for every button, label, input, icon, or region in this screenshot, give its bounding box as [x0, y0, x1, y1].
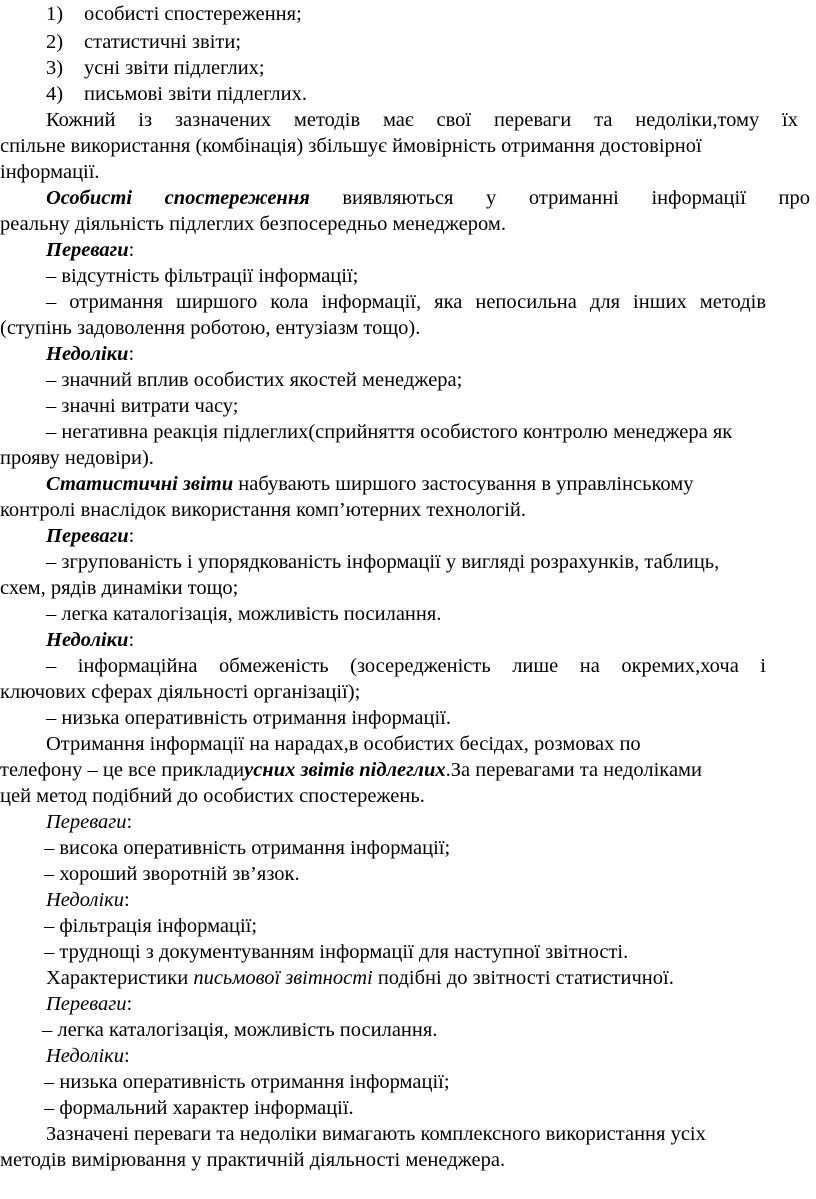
s1-dis-1: – значний вплив особистих якостей менеджера; [46, 369, 463, 391]
s2-adv-1b: схем, рядів динаміки тощо; [0, 577, 239, 599]
s4-disadvantages-heading: Недоліки: [46, 1045, 130, 1067]
list-item-2: 2) статистичні звіти; [46, 31, 242, 53]
s4-term: письмової звітності [193, 967, 373, 989]
intro-line-1: Кожний із зазначених методів має свої переваги та недоліки,тому їх [46, 109, 798, 131]
s1-dis-3a: – негативна реакція підлеглих(сприйняття особистого контролю менеджера як [46, 421, 733, 443]
s3-term: усних звітів підлеглих [244, 759, 446, 781]
conclusion-line-2: методів вимірювання у практичній діяльності менеджера. [0, 1149, 506, 1171]
s2-adv-2: – легка каталогізація, можливість посилання. [46, 603, 442, 625]
s1-adv-1: – відсутність фільтрації інформації; [46, 265, 359, 287]
s3-advantages-heading: Переваги: [46, 811, 133, 833]
s3-adv-1: – висока оперативність отримання інформації; [44, 837, 451, 859]
s2-disadvantages-heading: Недоліки: [46, 629, 135, 651]
list-item-1: 1) особисті спостереження; [46, 3, 302, 25]
s3-line-2: телефону – це все прикладиусних звітів підлеглих.За перевагами та недоліками [0, 759, 702, 781]
s3-dis-2: – труднощі з документуванням інформації для наступної звітності. [44, 941, 629, 963]
s3-adv-2: – хороший зворотній зв’язок. [44, 863, 300, 885]
s4-advantages-heading: Переваги: [46, 993, 133, 1015]
s1-line-1: Особисті спостереження виявляються у отриманні інформації про [46, 187, 810, 209]
s1-dis-3b: прояву недовіри). [0, 447, 154, 469]
s4-dis-1: – низька оперативність отримання інформації; [44, 1071, 450, 1093]
s2-advantages-heading: Переваги: [46, 525, 135, 547]
s1-advantages-heading: Переваги: [46, 239, 135, 261]
s2-dis-2: – низька оперативність отримання інформації. [46, 707, 451, 729]
s2-line-1: Статистичні звіти набувають ширшого застосування в управлінському [46, 473, 694, 495]
s3-line-1: Отримання інформації на нарадах,в особистих бесідах, розмовах по [46, 733, 641, 755]
conclusion-line-1: Зазначені переваги та недоліки вимагають комплексного використання усіх [46, 1123, 706, 1145]
s4-dis-2: – формальний характер інформації. [44, 1097, 354, 1119]
list-item-4: 4) письмові звіти підлеглих. [46, 83, 308, 105]
s3-disadvantages-heading: Недоліки: [46, 889, 130, 911]
s4-adv-1: – легка каталогізація, можливість посилання. [42, 1019, 438, 1041]
s2-dis-1a: – інформаційна обмеженість (зосередженість лише на окремих,хоча і [46, 655, 766, 677]
s4-line-1: Характеристики письмової звітності подібні до звітності статистичної. [46, 967, 674, 989]
list-item-3: 3) усні звіти підлеглих; [46, 57, 265, 79]
s3-line-3: цей метод подібний до особистих спостережень. [0, 785, 425, 807]
s3-dis-1: – фільтрація інформації; [44, 915, 258, 937]
s2-term: Статистичні звіти [46, 473, 234, 495]
s1-adv-2b: (ступінь задоволення роботою, ентузіазм тощо). [0, 317, 421, 339]
intro-line-3: інформації. [0, 161, 100, 183]
s1-disadvantages-heading: Недоліки: [46, 343, 135, 365]
s2-line-2: контролі внаслідок використання комп’ютерних технологій. [0, 499, 526, 521]
s1-line-2: реальну діяльність підлеглих безпосередньо менеджером. [0, 213, 506, 235]
s2-adv-1a: – згрупованість і упорядкованість інформації у вигляді розрахунків, таблиць, [46, 551, 720, 573]
intro-line-2: спільне використання (комбінація) збільшує ймовірність отримання достовірної [0, 135, 702, 157]
s1-dis-2: – значні витрати часу; [46, 395, 239, 417]
s1-term: Особисті спостереження [46, 187, 310, 209]
s2-dis-1b: ключових сферах діяльності організації); [0, 681, 361, 703]
s1-adv-2a: – отримання ширшого кола інформації, яка непосильна для інших методів [46, 291, 766, 313]
